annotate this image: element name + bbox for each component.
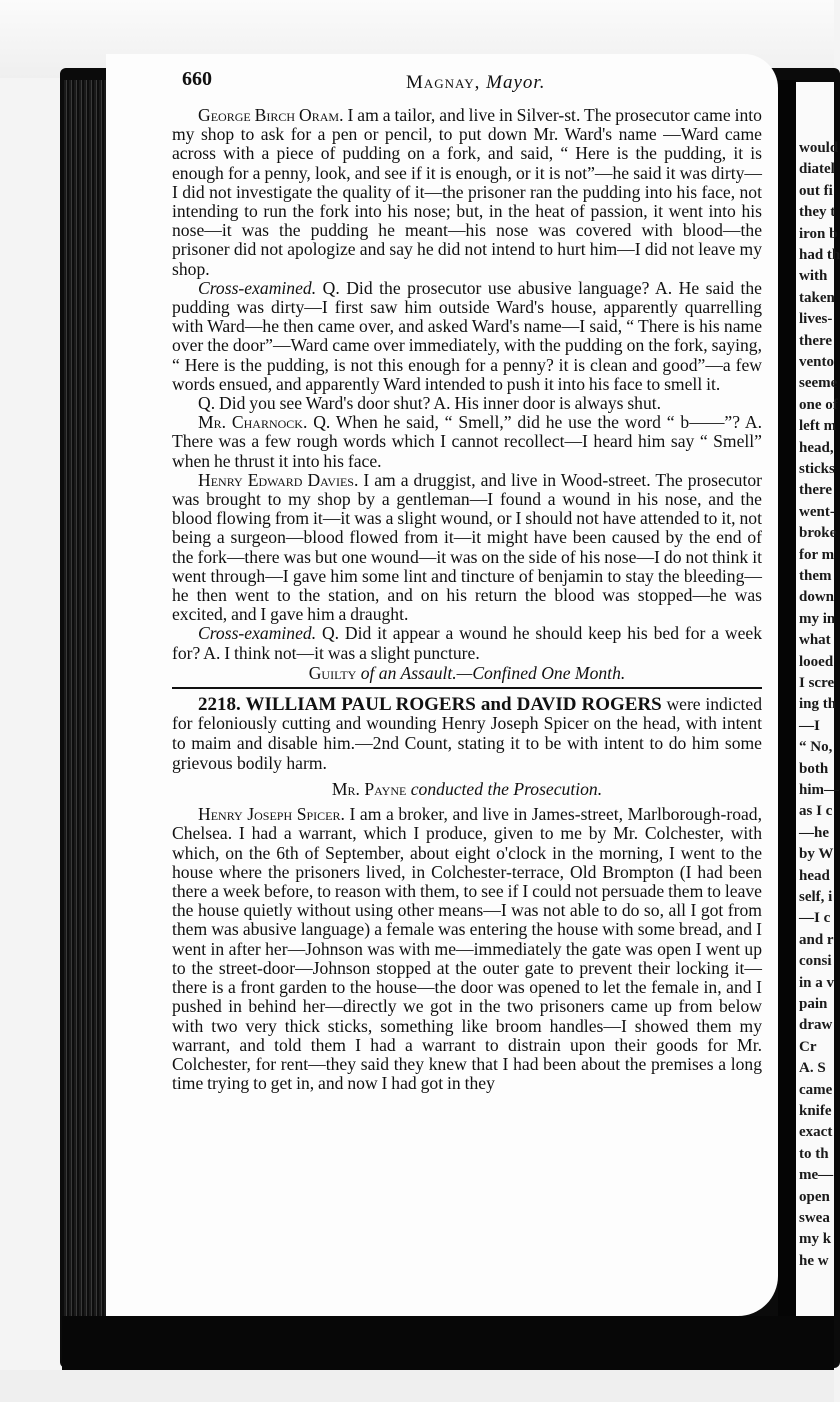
page-number: 660 [182,68,212,90]
case-divider [172,687,762,689]
facing-page-line: my k [799,1231,832,1248]
facing-page-line: with [799,268,828,285]
facing-page-line: there [799,332,833,349]
facing-page-line: one of [799,396,838,413]
verdict-sentence: of an Assault.—Confined One Month. [356,662,626,683]
facing-page-line: to th [799,1145,829,1162]
testimony-paragraph [130,471,762,625]
facing-page-line: A. S [799,1060,826,1077]
verdict-line [172,663,762,683]
facing-page-line: had th [799,247,840,263]
testimony-paragraph [130,394,762,413]
testimony-paragraph [130,805,762,1093]
facing-page-line: head, [799,439,834,456]
case-defendants: WILLIAM PAUL ROGERS and DAVID ROGERS [240,693,662,715]
facing-page-line: —he [799,824,829,841]
case-indictment: were indicted for feloniously cutting and wounding Henry Joseph Spicer on the head, with intent to maim and disable him.—2nd Count, stating it to be with intent to do him some grievous bodily harm. [172,693,762,773]
facing-page-line: lives- [799,311,833,328]
facing-page-line: consi [799,953,832,970]
facing-page-line: exact [799,1124,833,1141]
facing-page-line: what [799,632,831,649]
running-head-name: Magnay, [406,72,481,93]
prosecution-text: conducted the Prosecution. [406,779,603,800]
facing-page-line: my in [799,610,836,627]
facing-page-line: seeme [799,375,838,392]
facing-page-line: swea [799,1210,830,1226]
facing-page-line: down [799,589,835,606]
page-header [130,66,762,106]
testimony-paragraph [130,279,762,394]
facing-page-line: he w [799,1252,829,1269]
facing-page-line: vento [799,354,834,370]
speaker-name: George Birch Oram. [198,105,344,125]
facing-page-line: by W [799,846,834,863]
facing-page-line: looed [799,653,834,670]
page-edges [64,80,106,1318]
testimony-text: Q. Did the prosecutor use abusive language? A. He said the pudding was dirty—I first saw him outside Ward's house, apparently quarrelling with Ward—he then came over, and asked Ward's name—I said, “ There is his name over the door”—Ward came over immediately, with the pudding on the fork, saying, “ Here is the pudding, is not this enough for a penny? it is clean and good”—a few words ensued, and apparently Ward intended to push it into his face to smell it. [172,277,762,394]
facing-page-line: as I c [799,803,833,820]
facing-page-line: they t [799,204,836,221]
facing-page-line: them [799,568,832,584]
facing-page-line: and r [799,931,834,948]
speaker-name: Henry Joseph Spicer. [198,804,345,825]
facing-page-line: knife [799,1103,832,1119]
testimony-paragraph [130,624,762,662]
facing-page-fragment [796,82,840,1322]
running-head-title: Mayor. [486,72,546,93]
testimony-text: I am a druggist, and live in Wood-street. The prosecutor was brought to my shop by a gentleman—I found a wound in his nose, and the blood flowing from it—it was a slight wound, or I should not have attended to it, not being a surgeon—blood flowed from it—it might have been caused by the end of the fork—there was but one wound—it was on the side of his nose—I do not think it went through—I gave him some lint and tincture of benjamin to stay the bleeding—he then went to the station, and on his return the blood was stopped—he was excited, and I gave him a draught. [172,469,762,625]
facing-page-line: left m [799,418,837,435]
facing-page-line: pain [799,996,828,1012]
testimony-paragraph [130,106,762,279]
facing-page-line: self, i [799,889,833,905]
speaker-name: Mr. Charnock. [198,412,308,433]
testimony-text: I am a tailor, and live in Silver-st. The prosecutor came into my shop to ask for a pen or pencil, to put down Mr. Ward's name —Ward came across with a piece of pudding on a fork, and said, “ Here is the pudding, it is enough for a penny, look, and see if it is enough, or it is not”—he said it was dirty—I did not investigate the quality of it—the prisoner ran the pudding into his face, not intending to run the fork into his nose; but, in the heat of passion, it went into his nose—it was the pudding he meant—his nose was covered with blood—the prisoner did not apologize and say he did not intend to hurt him—I did not leave my shop. [172,105,762,279]
facing-page-line: iron b [799,225,838,242]
facing-page-line: draw [799,1017,833,1034]
page-text [130,66,762,1093]
facing-page-line: for m [799,546,835,563]
case-number: 2218. [198,693,241,715]
testimony-text: I am a broker, and live in James-street, Marlborough-road, Chelsea. I had a warrant, which I produce, given to me by Mr. Colchester, with which, on the 6th of September, about eight o'clock in the morning, I went to the house where the prisoners lived, in Colchester-terrace, Old Brompton (I had been there a week before, to reason with them, to see if I could not persuade them to leave the house quietly without using other means—I was not able to do so, all I got from them was abusive language) a female was entering the house with some bread, and I went in after her—Johnson was with me—immediately the gate was open I went up to the street-door—Johnson stopped at the outer gate to prevent their locking it—there is a front garden to the house—the door was opened to let the female in, and I pushed in behind her—directly we got in the two prisoners came up from below with two very thick sticks, something like broom handles—I showed them my warrant, and told them I had a warrant to distrain upon their goods for Mr. Colchester, for rent—they said they knew that I had been about the premises a long time trying to get in, and now I had got in they [172,804,762,1094]
facing-page-line: diatel [799,161,835,178]
facing-page-line: sticks [799,461,835,477]
testimony-text: Q. Did you see Ward's door shut? A. His inner door is always shut. [198,393,662,414]
facing-page-line: would [799,140,839,156]
facing-page-line: —I [799,717,820,734]
facing-page-line: out fi [799,182,833,199]
verdict-guilty: Guilty [308,662,357,683]
facing-page-line: came [799,1081,833,1098]
facing-page-line: I scre [799,675,835,691]
facing-page-line: “ No, [799,739,833,756]
book-bottom-edge [62,1316,834,1370]
facing-page-line: in a v [799,974,835,991]
scan-bottom-margin [0,1370,834,1402]
testimony-text: Q. Did it appear a wound he should keep his bed for a week for? A. I think not—it was a slight puncture. [172,623,762,663]
facing-page-line: both [799,760,829,777]
facing-page-line: me— [799,1167,834,1184]
facing-page-line: taken [799,289,835,306]
facing-page-line: broke [799,525,837,542]
facing-page-line: —I c [799,910,831,927]
cross-examined-label: Cross-examined. [198,623,317,644]
cross-examined-label: Cross-examined. [198,277,317,298]
prosecution-line [172,777,762,801]
facing-page-line: went- [799,503,835,520]
facing-page-line: Cr [799,1038,817,1055]
book-gutter [778,80,796,1320]
facing-page-line: there [799,482,833,499]
testimony-text: Q. When he said, “ Smell,” did he use the word “ b——”? A. There was a few rough words which I cannot recollect—I heard him say “ Smell” when he thrust it into his face. [172,412,762,471]
speaker-name: Henry Edward Davies. [198,469,359,490]
case-heading [130,695,762,773]
facing-page-line: ing th [799,696,837,713]
running-head [406,72,545,94]
prosecutor-name: Mr. Payne [331,779,407,800]
facing-page-line: head [799,867,830,884]
facing-page-line: open [799,1188,830,1205]
testimony-paragraph [130,413,762,471]
facing-page-line: him— [799,782,840,798]
